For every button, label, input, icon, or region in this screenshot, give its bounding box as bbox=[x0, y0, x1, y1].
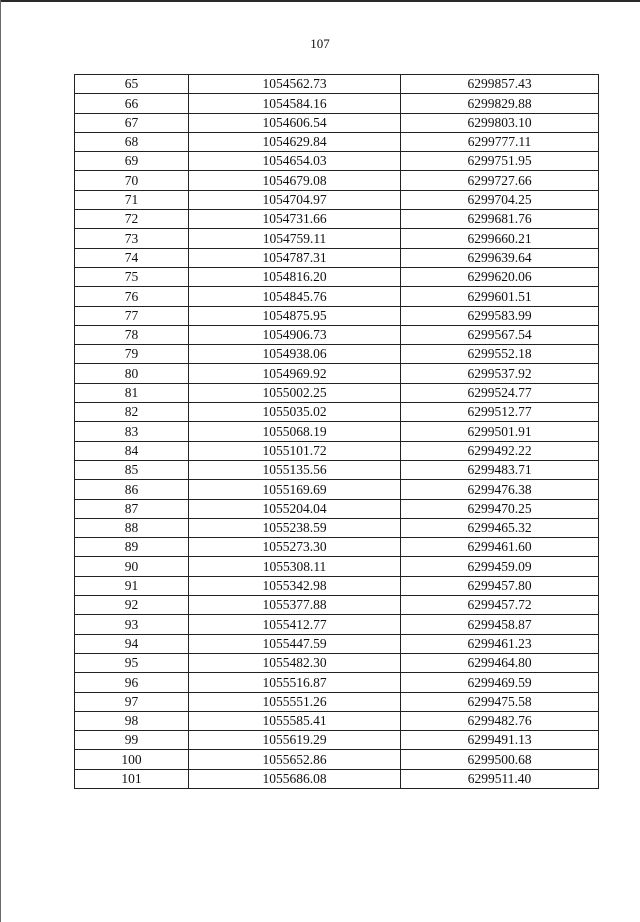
x-coordinate-cell: 1054816.20 bbox=[189, 267, 401, 286]
point-number-cell: 76 bbox=[75, 287, 189, 306]
y-coordinate-cell: 6299601.51 bbox=[401, 287, 599, 306]
table-row bbox=[75, 576, 599, 595]
table-row bbox=[75, 692, 599, 711]
point-number-cell: 69 bbox=[75, 152, 189, 171]
y-coordinate-cell: 6299492.22 bbox=[401, 441, 599, 460]
x-coordinate-cell: 1054938.06 bbox=[189, 345, 401, 364]
point-number-cell: 77 bbox=[75, 306, 189, 325]
table-row bbox=[75, 345, 599, 364]
table-row bbox=[75, 325, 599, 344]
table-row bbox=[75, 673, 599, 692]
point-number-cell: 91 bbox=[75, 576, 189, 595]
table-row bbox=[75, 75, 599, 94]
point-number-cell: 95 bbox=[75, 653, 189, 672]
y-coordinate-cell: 6299457.80 bbox=[401, 576, 599, 595]
point-number-cell: 94 bbox=[75, 634, 189, 653]
point-number-cell: 88 bbox=[75, 518, 189, 537]
point-number-cell: 75 bbox=[75, 267, 189, 286]
point-number-cell: 83 bbox=[75, 422, 189, 441]
point-number-cell: 86 bbox=[75, 480, 189, 499]
y-coordinate-cell: 6299491.13 bbox=[401, 731, 599, 750]
x-coordinate-cell: 1054704.97 bbox=[189, 190, 401, 209]
point-number-cell: 74 bbox=[75, 248, 189, 267]
x-coordinate-cell: 1055652.86 bbox=[189, 750, 401, 769]
y-coordinate-cell: 6299639.64 bbox=[401, 248, 599, 267]
point-number-cell: 81 bbox=[75, 383, 189, 402]
x-coordinate-cell: 1055101.72 bbox=[189, 441, 401, 460]
y-coordinate-cell: 6299476.38 bbox=[401, 480, 599, 499]
x-coordinate-cell: 1054606.54 bbox=[189, 113, 401, 132]
table-row bbox=[75, 403, 599, 422]
y-coordinate-cell: 6299751.95 bbox=[401, 152, 599, 171]
x-coordinate-cell: 1055551.26 bbox=[189, 692, 401, 711]
table-row bbox=[75, 229, 599, 248]
y-coordinate-cell: 6299470.25 bbox=[401, 499, 599, 518]
table-row bbox=[75, 287, 599, 306]
x-coordinate-cell: 1054731.66 bbox=[189, 210, 401, 229]
y-coordinate-cell: 6299583.99 bbox=[401, 306, 599, 325]
point-number-cell: 67 bbox=[75, 113, 189, 132]
x-coordinate-cell: 1055585.41 bbox=[189, 711, 401, 730]
y-coordinate-cell: 6299475.58 bbox=[401, 692, 599, 711]
table-row bbox=[75, 499, 599, 518]
table-row bbox=[75, 383, 599, 402]
x-coordinate-cell: 1055002.25 bbox=[189, 383, 401, 402]
table-row bbox=[75, 750, 599, 769]
table-row bbox=[75, 634, 599, 653]
y-coordinate-cell: 6299501.91 bbox=[401, 422, 599, 441]
y-coordinate-cell: 6299483.71 bbox=[401, 460, 599, 479]
x-coordinate-cell: 1055516.87 bbox=[189, 673, 401, 692]
point-number-cell: 80 bbox=[75, 364, 189, 383]
point-number-cell: 97 bbox=[75, 692, 189, 711]
table-row bbox=[75, 557, 599, 576]
y-coordinate-cell: 6299458.87 bbox=[401, 615, 599, 634]
page-edge-left bbox=[0, 0, 1, 922]
table-row bbox=[75, 210, 599, 229]
y-coordinate-cell: 6299681.76 bbox=[401, 210, 599, 229]
point-number-cell: 70 bbox=[75, 171, 189, 190]
page-number: 107 bbox=[310, 36, 330, 51]
point-number-cell: 101 bbox=[75, 769, 189, 788]
x-coordinate-cell: 1055035.02 bbox=[189, 403, 401, 422]
coordinates-table-body bbox=[75, 75, 599, 789]
x-coordinate-cell: 1054679.08 bbox=[189, 171, 401, 190]
table-row bbox=[75, 113, 599, 132]
point-number-cell: 84 bbox=[75, 441, 189, 460]
y-coordinate-cell: 6299482.76 bbox=[401, 711, 599, 730]
point-number-cell: 92 bbox=[75, 596, 189, 615]
point-number-cell: 87 bbox=[75, 499, 189, 518]
y-coordinate-cell: 6299552.18 bbox=[401, 345, 599, 364]
table-row bbox=[75, 596, 599, 615]
y-coordinate-cell: 6299461.60 bbox=[401, 538, 599, 557]
table-row bbox=[75, 306, 599, 325]
y-coordinate-cell: 6299857.43 bbox=[401, 75, 599, 94]
point-number-cell: 100 bbox=[75, 750, 189, 769]
point-number-cell: 85 bbox=[75, 460, 189, 479]
table-row bbox=[75, 132, 599, 151]
x-coordinate-cell: 1055482.30 bbox=[189, 653, 401, 672]
point-number-cell: 99 bbox=[75, 731, 189, 750]
y-coordinate-cell: 6299457.72 bbox=[401, 596, 599, 615]
x-coordinate-cell: 1054629.84 bbox=[189, 132, 401, 151]
x-coordinate-cell: 1054906.73 bbox=[189, 325, 401, 344]
point-number-cell: 96 bbox=[75, 673, 189, 692]
x-coordinate-cell: 1055273.30 bbox=[189, 538, 401, 557]
x-coordinate-cell: 1055308.11 bbox=[189, 557, 401, 576]
y-coordinate-cell: 6299803.10 bbox=[401, 113, 599, 132]
point-number-cell: 89 bbox=[75, 538, 189, 557]
y-coordinate-cell: 6299537.92 bbox=[401, 364, 599, 383]
point-number-cell: 90 bbox=[75, 557, 189, 576]
x-coordinate-cell: 1055377.88 bbox=[189, 596, 401, 615]
y-coordinate-cell: 6299500.68 bbox=[401, 750, 599, 769]
point-number-cell: 93 bbox=[75, 615, 189, 634]
y-coordinate-cell: 6299461.23 bbox=[401, 634, 599, 653]
y-coordinate-cell: 6299567.54 bbox=[401, 325, 599, 344]
table-row bbox=[75, 480, 599, 499]
y-coordinate-cell: 6299829.88 bbox=[401, 94, 599, 113]
x-coordinate-cell: 1055135.56 bbox=[189, 460, 401, 479]
table-row bbox=[75, 441, 599, 460]
table-row bbox=[75, 171, 599, 190]
point-number-cell: 82 bbox=[75, 403, 189, 422]
table-row bbox=[75, 538, 599, 557]
y-coordinate-cell: 6299512.77 bbox=[401, 403, 599, 422]
y-coordinate-cell: 6299704.25 bbox=[401, 190, 599, 209]
point-number-cell: 73 bbox=[75, 229, 189, 248]
table-row bbox=[75, 190, 599, 209]
x-coordinate-cell: 1054875.95 bbox=[189, 306, 401, 325]
point-number-cell: 65 bbox=[75, 75, 189, 94]
x-coordinate-cell: 1055447.59 bbox=[189, 634, 401, 653]
y-coordinate-cell: 6299524.77 bbox=[401, 383, 599, 402]
x-coordinate-cell: 1054759.11 bbox=[189, 229, 401, 248]
table-row bbox=[75, 422, 599, 441]
x-coordinate-cell: 1055238.59 bbox=[189, 518, 401, 537]
table-row bbox=[75, 711, 599, 730]
point-number-cell: 79 bbox=[75, 345, 189, 364]
x-coordinate-cell: 1055169.69 bbox=[189, 480, 401, 499]
y-coordinate-cell: 6299727.66 bbox=[401, 171, 599, 190]
x-coordinate-cell: 1054654.03 bbox=[189, 152, 401, 171]
table-row bbox=[75, 615, 599, 634]
table-row bbox=[75, 248, 599, 267]
page-edge-top bbox=[0, 0, 640, 2]
x-coordinate-cell: 1055412.77 bbox=[189, 615, 401, 634]
x-coordinate-cell: 1055342.98 bbox=[189, 576, 401, 595]
y-coordinate-cell: 6299777.11 bbox=[401, 132, 599, 151]
point-number-cell: 68 bbox=[75, 132, 189, 151]
x-coordinate-cell: 1054562.73 bbox=[189, 75, 401, 94]
table-row bbox=[75, 460, 599, 479]
x-coordinate-cell: 1054584.16 bbox=[189, 94, 401, 113]
table-row bbox=[75, 152, 599, 171]
table-row bbox=[75, 94, 599, 113]
table-row bbox=[75, 364, 599, 383]
x-coordinate-cell: 1055686.08 bbox=[189, 769, 401, 788]
point-number-cell: 66 bbox=[75, 94, 189, 113]
table-row bbox=[75, 731, 599, 750]
point-number-cell: 71 bbox=[75, 190, 189, 209]
y-coordinate-cell: 6299660.21 bbox=[401, 229, 599, 248]
x-coordinate-cell: 1054787.31 bbox=[189, 248, 401, 267]
x-coordinate-cell: 1054845.76 bbox=[189, 287, 401, 306]
y-coordinate-cell: 6299620.06 bbox=[401, 267, 599, 286]
point-number-cell: 98 bbox=[75, 711, 189, 730]
point-number-cell: 78 bbox=[75, 325, 189, 344]
y-coordinate-cell: 6299459.09 bbox=[401, 557, 599, 576]
table-row bbox=[75, 518, 599, 537]
y-coordinate-cell: 6299469.59 bbox=[401, 673, 599, 692]
table-row bbox=[75, 267, 599, 286]
x-coordinate-cell: 1055068.19 bbox=[189, 422, 401, 441]
coordinates-table bbox=[74, 74, 599, 789]
x-coordinate-cell: 1055204.04 bbox=[189, 499, 401, 518]
x-coordinate-cell: 1055619.29 bbox=[189, 731, 401, 750]
y-coordinate-cell: 6299464.80 bbox=[401, 653, 599, 672]
table-row bbox=[75, 769, 599, 788]
table-row bbox=[75, 653, 599, 672]
y-coordinate-cell: 6299511.40 bbox=[401, 769, 599, 788]
point-number-cell: 72 bbox=[75, 210, 189, 229]
x-coordinate-cell: 1054969.92 bbox=[189, 364, 401, 383]
y-coordinate-cell: 6299465.32 bbox=[401, 518, 599, 537]
